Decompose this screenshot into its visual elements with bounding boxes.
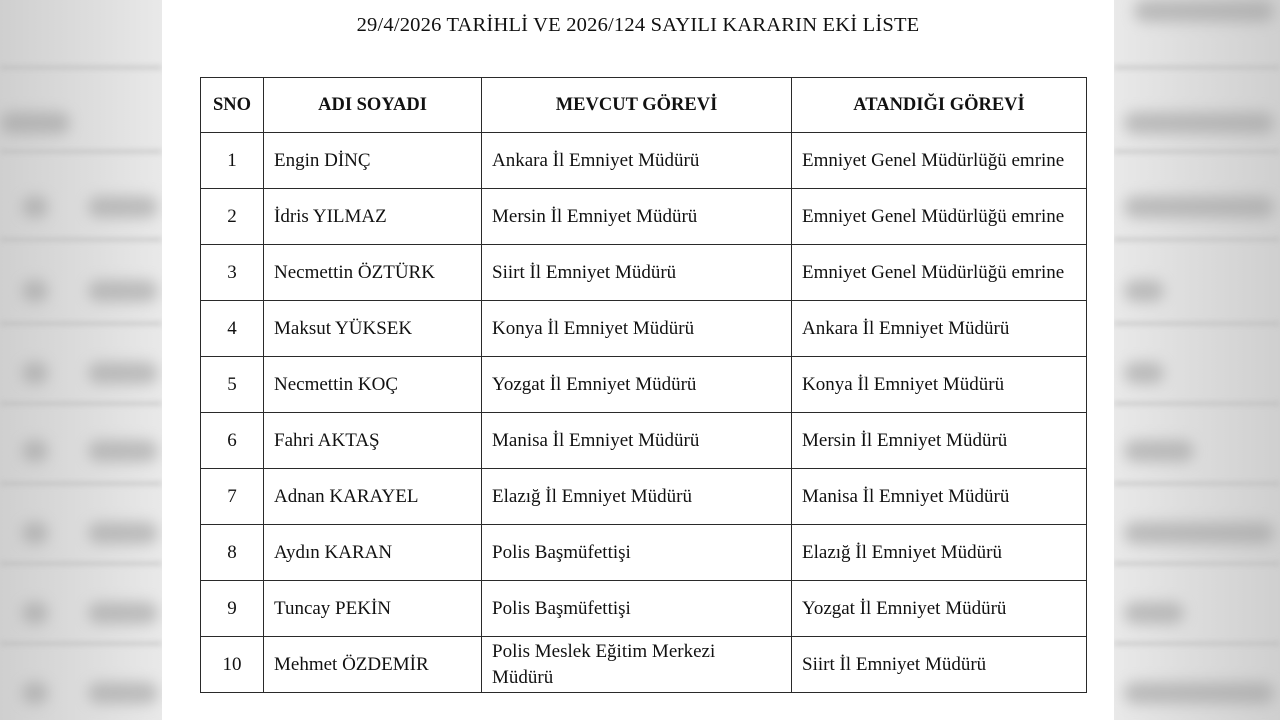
table-row [201,357,1087,413]
row-sno: 10 [201,637,264,693]
row-sno: 6 [201,413,264,469]
row-assigned-position: Emniyet Genel Müdürlüğü emrine [792,189,1087,245]
row-current-position: Polis Başmüfettişi [482,525,792,581]
row-sno: 5 [201,357,264,413]
row-assigned-position: Konya İl Emniyet Müdürü [792,357,1087,413]
table-row [201,581,1087,637]
row-name: Maksut YÜKSEK [264,301,482,357]
row-sno: 4 [201,301,264,357]
table-row [201,413,1087,469]
row-current-position: Ankara İl Emniyet Müdürü [482,133,792,189]
blurred-background-left [0,0,162,720]
row-assigned-position: Emniyet Genel Müdürlüğü emrine [792,245,1087,301]
table-row [201,133,1087,189]
appointment-table [200,77,1087,693]
row-sno: 8 [201,525,264,581]
row-current-position: Manisa İl Emniyet Müdürü [482,413,792,469]
header-sno: SNO [201,78,264,133]
row-assigned-position: Elazığ İl Emniyet Müdürü [792,525,1087,581]
row-current-position: Yozgat İl Emniyet Müdürü [482,357,792,413]
document-title: 29/4/2026 TARİHLİ VE 2026/124 SAYILI KARARIN EKİ LİSTE [356,14,920,36]
row-sno: 2 [201,189,264,245]
row-current-position: Polis Başmüfettişi [482,581,792,637]
row-assigned-position: Siirt İl Emniyet Müdürü [792,637,1087,693]
row-assigned-position: Ankara İl Emniyet Müdürü [792,301,1087,357]
table-row [201,189,1087,245]
row-current-position: Siirt İl Emniyet Müdürü [482,245,792,301]
row-assigned-position: Emniyet Genel Müdürlüğü emrine [792,133,1087,189]
row-name: Adnan KARAYEL [264,469,482,525]
table-row [201,637,1087,693]
row-sno: 3 [201,245,264,301]
row-name: Necmettin KOÇ [264,357,482,413]
row-current-position: Konya İl Emniyet Müdürü [482,301,792,357]
row-name: Necmettin ÖZTÜRK [264,245,482,301]
row-assigned-position: Manisa İl Emniyet Müdürü [792,469,1087,525]
row-current-position: Mersin İl Emniyet Müdürü [482,189,792,245]
row-assigned-position: Yozgat İl Emniyet Müdürü [792,581,1087,637]
row-assigned-position: Mersin İl Emniyet Müdürü [792,413,1087,469]
row-current-position: Polis Meslek Eğitim Merkezi Müdürü [482,637,792,693]
table-row [201,245,1087,301]
table-row [201,469,1087,525]
row-sno: 1 [201,133,264,189]
header-assigned-position: ATANDIĞI GÖREVİ [792,78,1087,133]
row-name: Aydın KARAN [264,525,482,581]
header-current-position: MEVCUT GÖREVİ [482,78,792,133]
row-sno: 7 [201,469,264,525]
blurred-background-right [1114,0,1280,720]
row-name: İdris YILMAZ [264,189,482,245]
table-row [201,525,1087,581]
table-header-row [201,78,1087,133]
row-name: Engin DİNÇ [264,133,482,189]
header-name: ADI SOYADI [264,78,482,133]
document-page [162,0,1114,720]
row-name: Tuncay PEKİN [264,581,482,637]
row-name: Fahri AKTAŞ [264,413,482,469]
row-current-position: Elazığ İl Emniyet Müdürü [482,469,792,525]
row-sno: 9 [201,581,264,637]
table-row [201,301,1087,357]
row-name: Mehmet ÖZDEMİR [264,637,482,693]
